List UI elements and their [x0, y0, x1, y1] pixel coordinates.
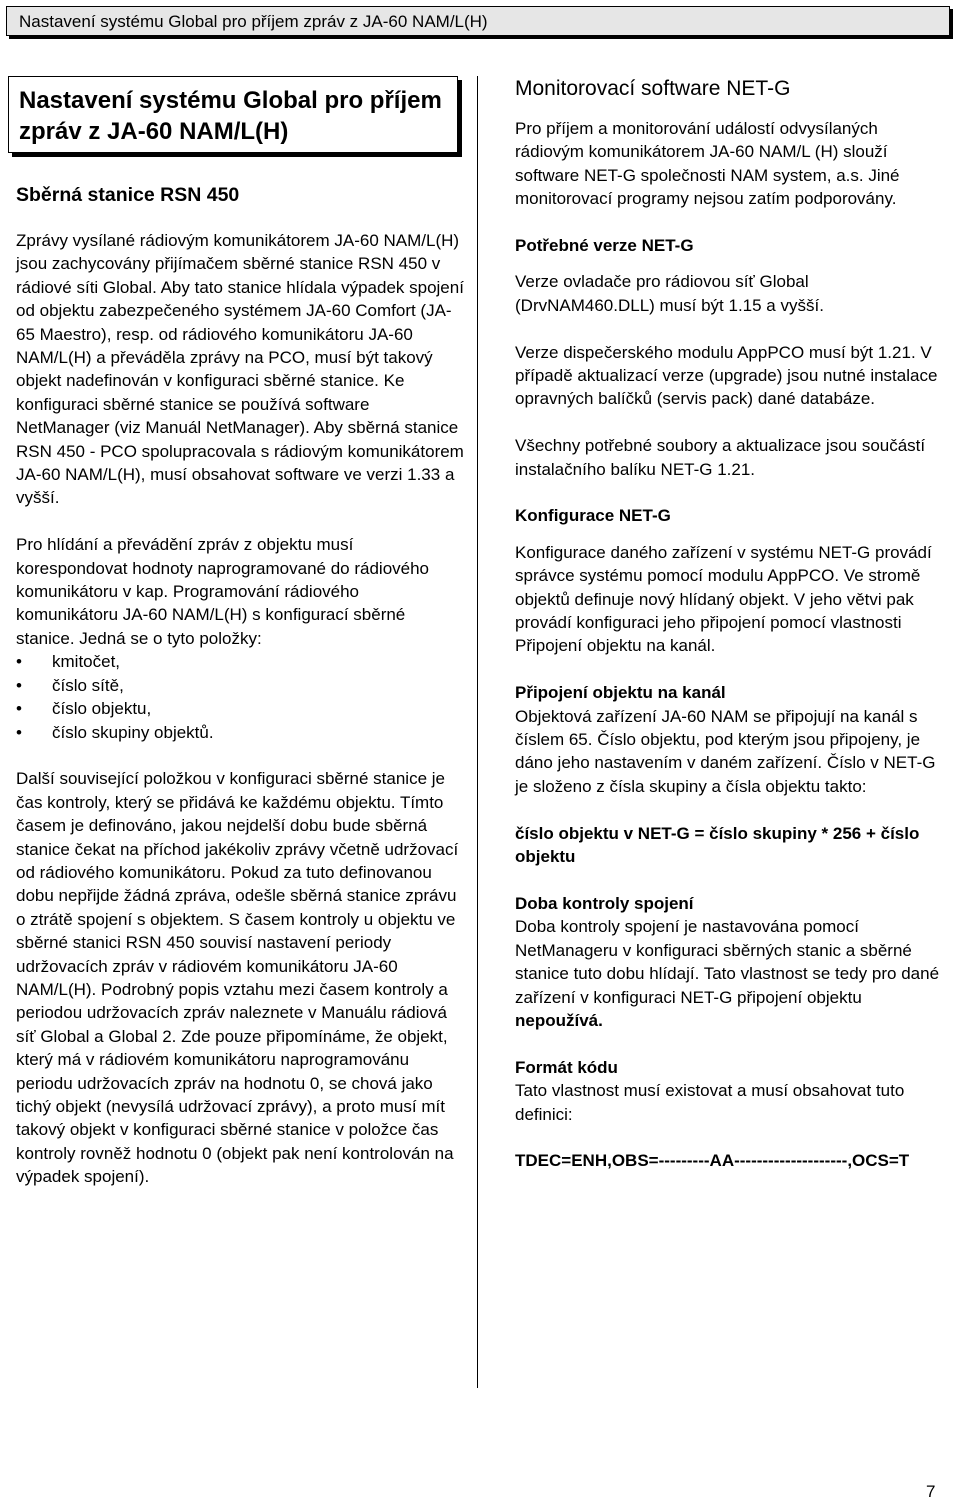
column-divider: [477, 76, 478, 1388]
config-heading: Konfigurace NET-G: [515, 506, 671, 526]
rsn-paragraph-2: Pro hlídání a převádění zpráv z objektu musí korespondovat hodnoty naprogramované do rádiového komunikátoru v kap. Programování rádiového komunikátoru JA-60 NAM/L(H) s konfigurací sběrné stanice. Jedná se o tyto položky:: [16, 535, 430, 648]
bullet-icon: •: [16, 652, 22, 672]
left-column: [16, 183, 464, 1212]
rsn-heading: Sběrná stanice RSN 450: [16, 184, 240, 206]
list-item: • číslo skupiny objektů.: [16, 721, 464, 744]
format-text: Tato vlastnost musí existovat a musí obsahovat tuto definici:: [515, 1081, 905, 1124]
config-text: Konfigurace daného zařízení v systému NET-G provádí správce systému pomocí modulu AppPCO. Ve stromě objektů definuje nový hlídaný objekt. V jeho větvi pak provádí konfiguraci jeho připojení pomocí vlastnosti Připojení objektu na kanál.: [515, 542, 932, 656]
list-item: • kmitočet,: [16, 650, 464, 673]
header-text: Nastavení systému Global pro příjem zpráv z JA-60 NAM/L(H): [19, 12, 488, 31]
channel-text: Objektová zařízení JA-60 NAM se připojují na kanál s číslem 65. Číslo objektu, pod kterým jsou připojeny, je dáno jeho nastavením v daném zařízení. Číslo v NET-G je složeno z čísla skupiny a čísla objektu takto:: [515, 706, 936, 796]
page-number: 7: [926, 1482, 936, 1501]
bullet-icon: •: [16, 722, 22, 742]
bullet-icon: •: [16, 699, 22, 719]
timeout-heading: Doba kontroly spojení: [515, 893, 694, 913]
versions-text-2: Verze dispečerského modulu AppPCO musí být 1.21. V případě aktualizací verze (upgrade) jsou nutné instalace opravných balíčků (servis pack) dané databáze.: [515, 342, 938, 409]
versions-heading: Potřebné verze NET-G: [515, 236, 694, 256]
rsn-paragraph-1: Zprávy vysílané rádiovým komunikátorem JA-60 NAM/L(H) jsou zachycovány přijímačem sběrné stanice RSN 450 v rádiové síti Global. Aby tato stanice hlídala výpadek spojení od objektu zabezpečeného systémem JA-60 Comfort (JA-65 Maestro), resp. od rádiového komunikátoru JA-60 NAM/L(H) a převáděla zprávy na PCO, musí být takový objekt nadefinován v konfiguraci sběrné stanice. Ke konfiguraci sběrné stanice se používá software NetManager (viz Manuál NetManager). Aby sběrná stanice RSN 450 - PCO spolupracovala s rádiovým komunikátorem JA-60 NAM/L(H), musí obsahovat software ve verzi 1.33 a vyšší.: [16, 231, 464, 508]
netg-intro: Pro příjem a monitorování událostí odvysílaných rádiovým komunikátorem JA-60 NAM/L (H) slouží software NET-G společnosti NAM system, a.s. Jiné monitorovací programy nejsou zatím podporovány.: [515, 119, 900, 209]
list-item: • číslo objektu,: [16, 697, 464, 720]
format-code: TDEC=ENH,OBS=---------AA--------------------,OCS=T: [515, 1151, 910, 1171]
section-title-box: [8, 76, 458, 153]
timeout-paragraph: [515, 915, 945, 1032]
channel-heading: Připojení objektu na kanál: [515, 683, 726, 703]
right-column: [515, 77, 945, 1173]
page-header: [6, 6, 950, 36]
netg-heading: Monitorovací software NET-G: [515, 77, 791, 100]
timeout-bold: nepoužívá.: [515, 1010, 603, 1030]
object-number-formula: číslo objektu v NET-G = číslo skupiny * 256 + číslo objektu: [515, 823, 920, 867]
list-item: • číslo sítě,: [16, 674, 464, 697]
section-title: Nastavení systému Global pro příjem zpráv z JA-60 NAM/L(H): [19, 87, 442, 145]
timeout-text: Doba kontroly spojení je nastavována pomocí NetManageru v konfiguraci sběrných stanic a sběrné stanice tuto dobu hlídají. Tato vlastnost se tedy pro dané zařízení v konfiguraci NET-G připojení objektu: [515, 917, 940, 1007]
versions-text-1: Verze ovladače pro rádiovou síť Global (DrvNAM460.DLL) musí být 1.15 a vyšší.: [515, 272, 824, 315]
config-items-list: [16, 650, 464, 744]
versions-text-3: Všechny potřebné soubory a aktualizace jsou součástí instalačního balíku NET-G 1.21.: [515, 436, 926, 479]
bullet-icon: •: [16, 675, 22, 695]
rsn-paragraph-3: Další související položkou v konfiguraci sběrné stanice je čas kontroly, který se přidává ke každému objektu. Tímto časem je definováno, jakou nejdelší dobu bude sběrná stanice čekat na příchod jakékoliv zprávy včetně udržovací od rádiového komunikátoru. Pokud za tuto definovanou dobu nepřijde žádná zpráva, odešle sběrná stanice zprávu o ztrátě spojení s objektem. S časem kontroly u objektu ve sběrné stanici RSN 450 souvisí nastavení periody udržovacích zpráv v rádiovém komunikátoru JA-60 NAM/L(H). Podrobný popis vztahu mezi časem kontroly a periodou udržovacích zpráv naleznete v Manuálu rádiová síť Global a Global 2. Zde pouze připomínáme, že objekt, který má v rádiovém komunikátoru naprogramovánu periodu udržovacích zpráv na hodnotu 0, se chová jako tichý objekt (nevysílá udržovací zprávy), a proto musí mít takový objekt v konfiguraci sběrné stanice v položce čas kontroly rovněž hodnotu 0 (objekt pak není kontrolován na výpadek spojení).: [16, 769, 459, 1187]
format-heading: Formát kódu: [515, 1057, 618, 1077]
